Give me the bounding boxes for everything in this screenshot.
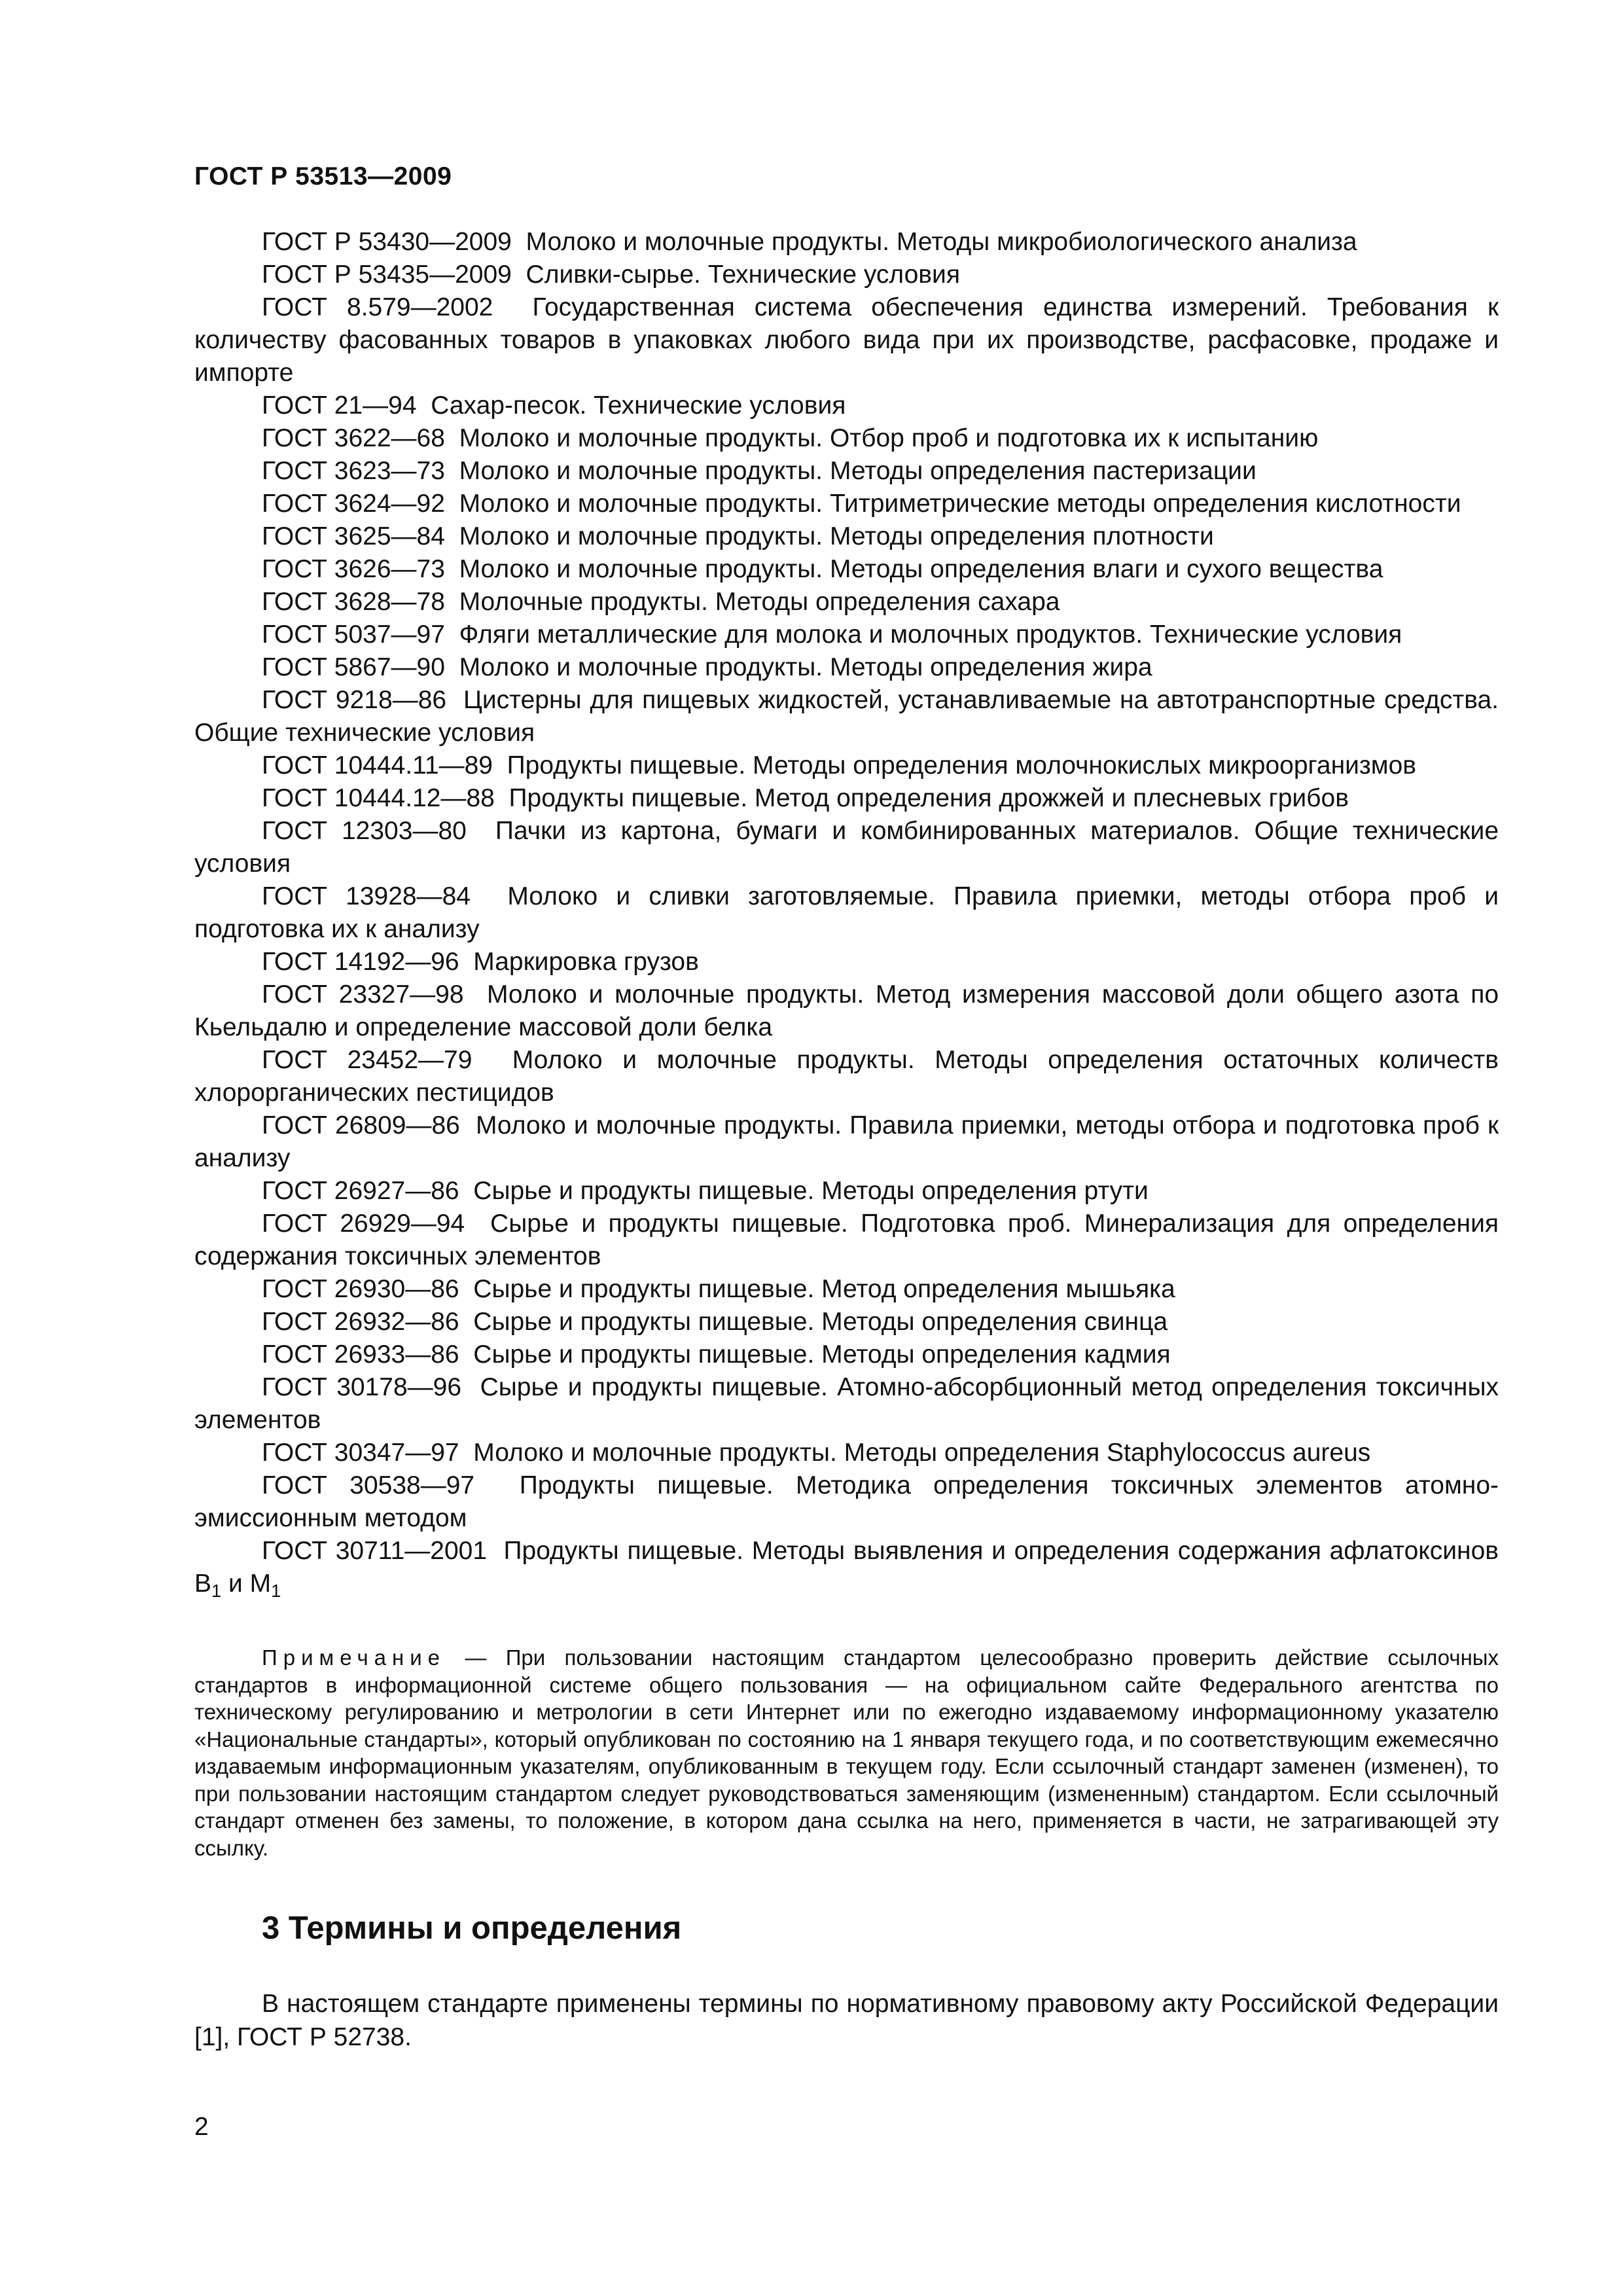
reference-code: ГОСТ Р 53430—2009 xyxy=(262,228,512,256)
note-label: Примечание xyxy=(262,1645,446,1670)
reference-title: Молоко и молочные продукты. Методы определения жира xyxy=(459,653,1152,681)
reference-code: ГОСТ 9218—86 xyxy=(262,686,447,714)
reference-code: ГОСТ 14192—96 xyxy=(262,948,459,976)
reference-item xyxy=(194,455,1499,488)
reference-title: Фляги металлические для молока и молочных продуктов. Технические условия xyxy=(459,620,1402,649)
note-text: — При пользовании настоящим стандартом целесообразно проверить действие ссылочных стандартов в информационной системе общего пользования — на официальном сайте Федерального агентства по техническому регулированию и метрологии в сети Интернет или по ежегодно издаваемому информационному указателю «Национальные стандарты», который опубликован по состоянию на 1 января текущего года, и по соответствующим ежемесячно издаваемым информационным указателям, опубликованным в текущем году. Если ссылочный стандарт заменен (изменен), то при пользовании настоящим стандартом следует руководствоваться заменяющим (измененным) стандартом. Если ссылочный стандарт отменен без замены, то положение, в котором дана ссылка на него, применяется в части, не затрагивающей эту ссылку. xyxy=(194,1645,1499,1860)
reference-title: Молоко и молочные продукты. Методы определения Staphylococcus aureus xyxy=(473,1439,1371,1467)
reference-item xyxy=(194,553,1499,586)
reference-code: ГОСТ 30347—97 xyxy=(262,1439,459,1467)
reference-item xyxy=(194,1338,1499,1371)
reference-code: ГОСТ 30538—97 xyxy=(262,1471,475,1499)
reference-code: ГОСТ 3625—84 xyxy=(262,522,445,550)
reference-item xyxy=(194,422,1499,455)
reference-title: Молоко и молочные продукты. Методы микробиологического анализа xyxy=(526,228,1357,256)
reference-code: ГОСТ 23327—98 xyxy=(262,980,464,1009)
reference-title: Сливки-сырье. Технические условия xyxy=(526,260,960,289)
reference-title: Государственная система обеспечения единства измерений. Требования к количеству фасованных товаров в упаковках любого вида при их производстве, расфасовке, продаже и импорте xyxy=(194,293,1499,387)
reference-item xyxy=(194,389,1499,422)
reference-title: Молоко и молочные продукты. Правила приемки, методы отбора и подготовка проб к анализу xyxy=(194,1111,1499,1172)
reference-item xyxy=(194,226,1499,259)
subscript: 1 xyxy=(211,1581,222,1602)
reference-code: ГОСТ 8.579—2002 xyxy=(262,293,493,321)
reference-item xyxy=(194,880,1499,946)
reference-title: Продукты пищевые. Методы определения молочнокислых микроорганизмов xyxy=(507,751,1417,780)
reference-item xyxy=(194,1469,1499,1535)
reference-code: ГОСТ 26927—86 xyxy=(262,1177,459,1205)
reference-item-last xyxy=(194,1535,1499,1600)
reference-code: ГОСТ 26809—86 xyxy=(262,1111,460,1139)
reference-title: Сырье и продукты пищевые. Методы определения кадмия xyxy=(473,1340,1171,1369)
reference-title: Молоко и молочные продукты. Титриметрические методы определения кислотности xyxy=(459,490,1461,518)
reference-title: Молоко и молочные продукты. Методы определения пастеризации xyxy=(459,457,1257,485)
reference-code: ГОСТ 13928—84 xyxy=(262,882,471,910)
reference-item xyxy=(194,782,1499,815)
reference-item xyxy=(194,291,1499,389)
reference-item xyxy=(194,651,1499,684)
reference-item xyxy=(194,1306,1499,1338)
section-heading: 3 Термины и определения xyxy=(262,1910,682,1946)
reference-item xyxy=(194,1371,1499,1437)
reference-title: Сырье и продукты пищевые. Методы определения ртути xyxy=(473,1177,1149,1205)
reference-title: Молоко и молочные продукты. Отбор проб и подготовка их к испытанию xyxy=(459,424,1319,452)
subscript: 1 xyxy=(271,1581,281,1602)
reference-title: Продукты пищевые. Метод определения дрожжей и плесневых грибов xyxy=(508,784,1349,812)
reference-code: ГОСТ 26929—94 xyxy=(262,1210,465,1238)
reference-item xyxy=(194,1175,1499,1208)
reference-code: ГОСТ 10444.12—88 xyxy=(262,784,495,812)
reference-code: ГОСТ 10444.11—89 xyxy=(262,751,493,780)
reference-code: ГОСТ 5037—97 xyxy=(262,620,445,649)
reference-item xyxy=(194,488,1499,520)
reference-item xyxy=(194,520,1499,553)
reference-code: ГОСТ 23452—79 xyxy=(262,1046,473,1074)
reference-code: ГОСТ 3622—68 xyxy=(262,424,445,452)
reference-title: Сырье и продукты пищевые. Подготовка проб. Минерализация для определения содержания токсичных элементов xyxy=(194,1210,1499,1270)
reference-code: ГОСТ 3626—73 xyxy=(262,555,445,583)
reference-title: Сырье и продукты пищевые. Метод определения мышьяка xyxy=(473,1275,1175,1303)
reference-item xyxy=(194,684,1499,749)
reference-code: ГОСТ 26932—86 xyxy=(262,1308,459,1336)
reference-item xyxy=(194,978,1499,1044)
reference-title: Молоко и сливки заготовляемые. Правила приемки, методы отбора проб и подготовка их к анализу xyxy=(194,882,1499,943)
reference-item xyxy=(194,619,1499,651)
reference-item xyxy=(194,815,1499,880)
reference-code: ГОСТ 30711—2001 xyxy=(262,1537,488,1565)
reference-title: Продукты пищевые. Методика определения токсичных элементов атомно-эмиссионным методом xyxy=(194,1471,1499,1532)
reference-code: ГОСТ 3628—78 xyxy=(262,588,445,616)
reference-title: Цистерны для пищевых жидкостей, устанавливаемые на автотранспортные средства. Общие технические условия xyxy=(194,686,1499,747)
reference-item xyxy=(194,1044,1499,1109)
reference-item xyxy=(194,259,1499,291)
reference-title: Сахар-песок. Технические условия xyxy=(431,391,846,420)
reference-item xyxy=(194,1273,1499,1306)
reference-code: ГОСТ 26930—86 xyxy=(262,1275,459,1303)
reference-item xyxy=(194,1208,1499,1273)
normative-references-list xyxy=(194,226,1499,1600)
reference-title: Молочные продукты. Методы определения сахара xyxy=(459,588,1060,616)
reference-code: ГОСТ Р 53435—2009 xyxy=(262,260,512,289)
reference-title: Молоко и молочные продукты. Методы определения плотности xyxy=(459,522,1214,550)
reference-item xyxy=(194,586,1499,619)
note-paragraph xyxy=(194,1644,1499,1861)
reference-title: Молоко и молочные продукты. Методы определения влаги и сухого вещества xyxy=(459,555,1383,583)
reference-code: ГОСТ 3624—92 xyxy=(262,490,445,518)
page-number: 2 xyxy=(194,2113,209,2141)
reference-title: Сырье и продукты пищевые. Методы определения свинца xyxy=(473,1308,1168,1336)
reference-code: ГОСТ 26933—86 xyxy=(262,1340,459,1369)
reference-code: ГОСТ 30178—96 xyxy=(262,1373,462,1401)
reference-title: Сырье и продукты пищевые. Атомно-абсорбционный метод определения токсичных элементов xyxy=(194,1373,1499,1434)
reference-title: Молоко и молочные продукты. Метод измерения массовой доли общего азота по Кьельдалю и определение массовой доли белка xyxy=(194,980,1499,1041)
reference-code: ГОСТ 3623—73 xyxy=(262,457,445,485)
reference-title: Продукты пищевые. Методы выявления и определения содержания афлатоксинов $B_1$ и $M_1$ xyxy=(194,1537,1499,1602)
reference-item xyxy=(194,749,1499,782)
reference-title: Молоко и молочные продукты. Методы определения остаточных количеств хлорорганических пестицидов xyxy=(194,1046,1499,1107)
reference-title: Маркировка грузов xyxy=(473,948,699,976)
reference-title: Пачки из картона, бумаги и комбинированных материалов. Общие технические условия xyxy=(194,817,1499,878)
reference-code: ГОСТ 12303—80 xyxy=(262,817,467,845)
section-paragraph: В настоящем стандарте применены термины по нормативному правовому акту Российской Федерации [1], ГОСТ Р 52738. xyxy=(194,1990,1499,2051)
document-header: ГОСТ Р 53513—2009 xyxy=(194,162,452,190)
reference-item xyxy=(194,1109,1499,1175)
reference-code: ГОСТ 5867—90 xyxy=(262,653,445,681)
reference-item xyxy=(194,1437,1499,1469)
reference-code: ГОСТ 21—94 xyxy=(262,391,417,420)
reference-item xyxy=(194,946,1499,978)
